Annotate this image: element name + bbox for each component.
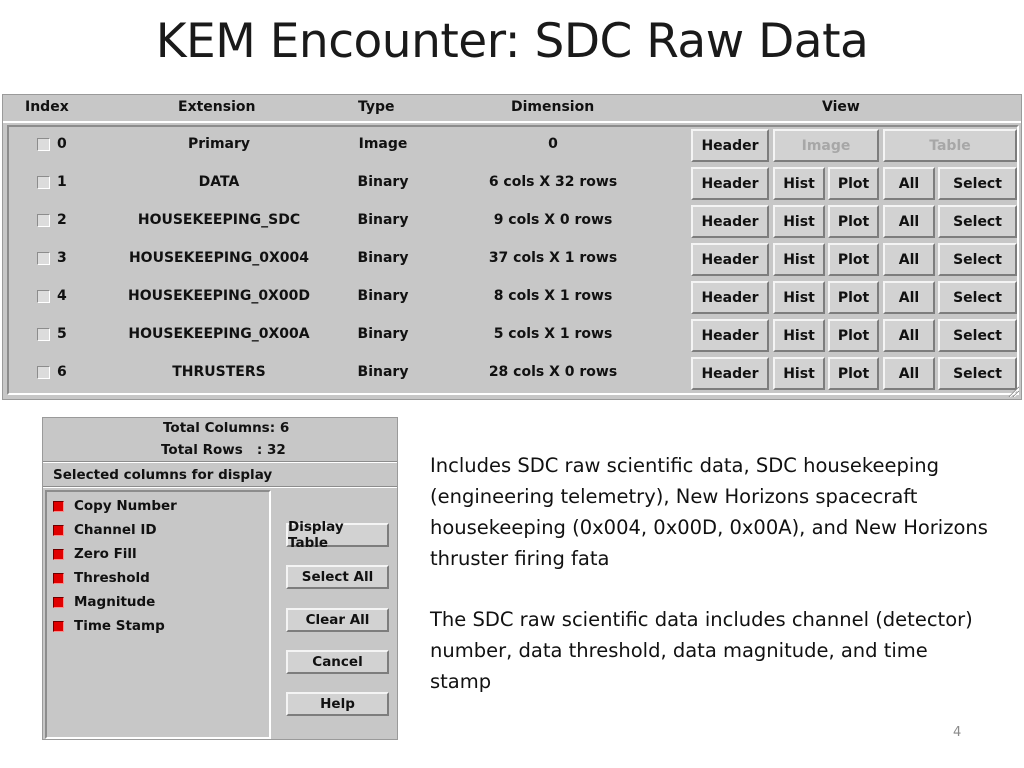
header-dimension: Dimension <box>511 99 595 115</box>
plot-button[interactable]: Plot <box>828 319 879 352</box>
clear-all-button[interactable]: Clear All <box>286 608 389 632</box>
row-type: Binary <box>357 212 409 228</box>
row-index: 5 <box>57 326 67 342</box>
select-button[interactable]: Select <box>938 281 1017 314</box>
row-type: Binary <box>357 364 409 380</box>
header-button[interactable]: Header <box>691 205 769 238</box>
row-extension: DATA <box>198 174 240 190</box>
row-checkbox[interactable] <box>37 252 50 265</box>
selected-indicator-icon[interactable] <box>53 621 64 632</box>
plot-button[interactable]: Plot <box>828 357 879 390</box>
row-dimension: 28 cols X 0 rows <box>488 364 618 380</box>
table-row <box>9 280 1017 318</box>
table-row <box>9 318 1017 356</box>
column-item-time-stamp[interactable] <box>53 616 165 636</box>
divider <box>43 486 397 488</box>
row-checkbox[interactable] <box>37 290 50 303</box>
column-item-threshold[interactable] <box>53 568 150 588</box>
header-button[interactable]: Header <box>691 281 769 314</box>
resize-grip-icon[interactable] <box>1007 385 1019 397</box>
row-type: Binary <box>357 288 409 304</box>
plot-button[interactable]: Plot <box>828 243 879 276</box>
selected-indicator-icon[interactable] <box>53 597 64 608</box>
description-paragraph-1: Includes SDC raw scientific data, SDC housekeeping (engineering telemetry), New Horizons spacecraft housekeeping (0x004, 0x00D, 0x00A), and New Horizons thruster firing fata <box>430 454 988 570</box>
cancel-button[interactable]: Cancel <box>286 650 389 674</box>
row-type: Binary <box>357 326 409 342</box>
column-label: Zero Fill <box>74 546 137 562</box>
row-checkbox[interactable] <box>37 138 50 151</box>
select-all-button[interactable]: Select All <box>286 565 389 589</box>
header-button[interactable]: Header <box>691 129 769 162</box>
column-item-copy-number[interactable] <box>53 496 177 516</box>
divider <box>43 461 397 463</box>
fits-extension-window <box>2 94 1022 400</box>
row-index: 0 <box>57 136 67 152</box>
column-item-magnitude[interactable] <box>53 592 155 612</box>
hist-button[interactable]: Hist <box>773 205 825 238</box>
table-row <box>9 128 1017 166</box>
selected-columns-title: Selected columns for display <box>53 467 273 483</box>
select-button[interactable]: Select <box>938 357 1017 390</box>
row-index: 4 <box>57 288 67 304</box>
all-button[interactable]: All <box>883 205 935 238</box>
column-label: Threshold <box>74 570 150 586</box>
selected-indicator-icon[interactable] <box>53 573 64 584</box>
hist-button[interactable]: Hist <box>773 319 825 352</box>
header-index: Index <box>25 99 69 115</box>
plot-button[interactable]: Plot <box>828 205 879 238</box>
column-list <box>45 490 271 739</box>
row-dimension: 6 cols X 32 rows <box>488 174 618 190</box>
table-row <box>9 242 1017 280</box>
row-extension: Primary <box>187 136 251 152</box>
row-dimension: 5 cols X 1 rows <box>493 326 613 342</box>
row-extension: THRUSTERS <box>172 364 266 380</box>
selected-indicator-icon[interactable] <box>53 549 64 560</box>
image-button[interactable]: Image <box>773 129 879 162</box>
select-button[interactable]: Select <box>938 167 1017 200</box>
row-dimension: 8 cols X 1 rows <box>493 288 613 304</box>
header-type: Type <box>358 99 395 115</box>
column-label: Magnitude <box>74 594 156 610</box>
table-row <box>9 166 1017 204</box>
row-checkbox[interactable] <box>37 176 50 189</box>
row-dimension: 9 cols X 0 rows <box>493 212 613 228</box>
row-index: 2 <box>57 212 67 228</box>
all-button[interactable]: All <box>883 319 935 352</box>
hist-button[interactable]: Hist <box>773 243 825 276</box>
total-columns-label: Total Columns: 6 <box>163 420 290 436</box>
total-rows-label: Total Rows : 32 <box>161 442 286 458</box>
row-checkbox[interactable] <box>37 328 50 341</box>
row-type: Binary <box>357 250 409 266</box>
extension-list <box>7 125 1019 395</box>
row-extension: HOUSEKEEPING_0X004 <box>128 250 310 266</box>
selected-indicator-icon[interactable] <box>53 525 64 536</box>
column-label: Copy Number <box>74 498 177 514</box>
description-paragraph-2: The SDC raw scientific data includes channel (detector) number, data threshold, data magnitude, and time stamp <box>430 608 973 693</box>
header-button[interactable]: Header <box>691 357 769 390</box>
table-button[interactable]: Table <box>883 129 1017 162</box>
all-button[interactable]: All <box>883 357 935 390</box>
page-number: 4 <box>953 725 962 740</box>
column-label: Time Stamp <box>74 618 165 634</box>
row-index: 1 <box>57 174 67 190</box>
column-selection-dialog <box>42 417 398 740</box>
header-button[interactable]: Header <box>691 319 769 352</box>
row-index: 3 <box>57 250 67 266</box>
hist-button[interactable]: Hist <box>773 357 825 390</box>
header-view: View <box>822 99 860 115</box>
row-type: Binary <box>357 174 409 190</box>
selected-indicator-icon[interactable] <box>53 501 64 512</box>
header-extension: Extension <box>178 99 256 115</box>
slide-title: KEM Encounter: SDC Raw Data <box>155 14 869 69</box>
hist-button[interactable]: Hist <box>773 281 825 314</box>
header-button[interactable]: Header <box>691 243 769 276</box>
row-extension: HOUSEKEEPING_SDC <box>137 212 301 228</box>
plot-button[interactable]: Plot <box>828 167 879 200</box>
select-button[interactable]: Select <box>938 243 1017 276</box>
help-button[interactable]: Help <box>286 692 389 716</box>
row-checkbox[interactable] <box>37 366 50 379</box>
hist-button[interactable]: Hist <box>773 167 825 200</box>
row-extension: HOUSEKEEPING_0X00A <box>128 326 310 342</box>
all-button[interactable]: All <box>883 281 935 314</box>
column-item-channel-id[interactable] <box>53 520 157 540</box>
display-table-button[interactable]: Display Table <box>286 523 389 547</box>
all-button[interactable]: All <box>883 243 935 276</box>
row-index: 6 <box>57 364 67 380</box>
all-button[interactable]: All <box>883 167 935 200</box>
row-dimension: 37 cols X 1 rows <box>488 250 618 266</box>
table-row <box>9 204 1017 242</box>
row-extension: HOUSEKEEPING_0X00D <box>128 288 310 304</box>
row-checkbox[interactable] <box>37 214 50 227</box>
column-label: Channel ID <box>74 522 157 538</box>
plot-button[interactable]: Plot <box>828 281 879 314</box>
header-button[interactable]: Header <box>691 167 769 200</box>
column-item-zero-fill[interactable] <box>53 544 137 564</box>
table-row <box>9 356 1017 394</box>
select-button[interactable]: Select <box>938 205 1017 238</box>
select-button[interactable]: Select <box>938 319 1017 352</box>
row-dimension: 0 <box>548 136 558 152</box>
table-header <box>3 95 1021 123</box>
row-type: Image <box>358 136 408 152</box>
